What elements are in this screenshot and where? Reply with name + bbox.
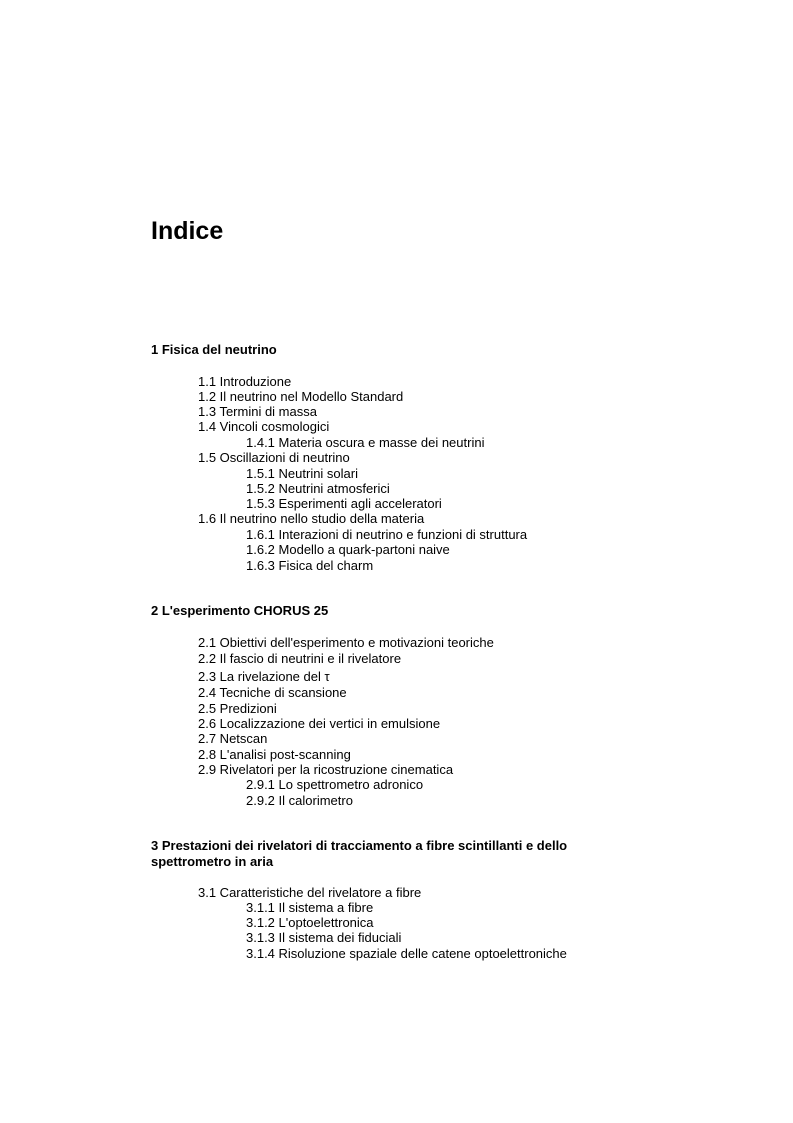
toc-entry: 1.5 Oscillazioni di neutrino: [198, 450, 350, 465]
toc-subentry: 1.6.3 Fisica del charm: [246, 558, 374, 573]
toc-entry: 1.6 Il neutrino nello studio della materia: [198, 511, 425, 526]
toc-entry: 1.4 Vincoli cosmologici: [198, 419, 330, 434]
toc-subentry: 2.9.2 Il calorimetro: [246, 793, 353, 808]
toc-subentry: 2.9.1 Lo spettrometro adronico: [246, 777, 424, 792]
toc-entry: 2.6 Localizzazione dei vertici in emulsione: [198, 716, 441, 731]
toc-subentry: 1.5.2 Neutrini atmosferici: [246, 481, 390, 496]
toc-entry: 2.7 Netscan: [198, 731, 268, 746]
toc-subentry: 1.4.1 Materia oscura e masse dei neutrini: [246, 435, 485, 450]
toc-entry: 2.9 Rivelatori per la ricostruzione cinematica: [198, 762, 454, 777]
toc-entry: 2.8 L'analisi post-scanning: [198, 747, 351, 762]
chapter-heading: 1 Fisica del neutrino: [151, 342, 277, 357]
toc-subentry: 3.1.3 Il sistema dei fiduciali: [246, 930, 402, 945]
toc-subentry: 1.5.3 Esperimenti agli acceleratori: [246, 496, 442, 511]
toc-subentry: 3.1.4 Risoluzione spaziale delle catene optoelettroniche: [246, 946, 567, 961]
toc-entry: 2.3 La rivelazione del τ: [198, 669, 330, 684]
toc-subentry: 1.6.2 Modello a quark-partoni naive: [246, 542, 450, 557]
toc-entry: 2.1 Obiettivi dell'esperimento e motivazioni teoriche: [198, 635, 494, 650]
page-title: Indice: [151, 217, 224, 245]
toc-entry: 1.3 Termini di massa: [198, 404, 317, 419]
toc-subentry: 3.1.1 Il sistema a fibre: [246, 900, 374, 915]
toc-entry: 1.2 Il neutrino nel Modello Standard: [198, 389, 404, 404]
chapter-heading: 3 Prestazioni dei rivelatori di tracciamento a fibre scintillanti e dello spettrometro in aria: [151, 838, 568, 869]
toc-subentry: 1.6.1 Interazioni di neutrino e funzioni di struttura: [246, 527, 528, 542]
toc-entry: 2.4 Tecniche di scansione: [198, 685, 347, 700]
toc-entry: 2.5 Predizioni: [198, 701, 277, 716]
toc-entry: 2.2 Il fascio di neutrini e il rivelatore: [198, 651, 402, 666]
toc-subentry: 3.1.2 L'optoelettronica: [246, 915, 374, 930]
chapter-heading: 2 L'esperimento CHORUS 25: [151, 603, 329, 618]
toc-subentry: 1.5.1 Neutrini solari: [246, 466, 358, 481]
toc-entry: 1.1 Introduzione: [198, 374, 292, 389]
toc-entry: 3.1 Caratteristiche del rivelatore a fibre: [198, 885, 422, 900]
